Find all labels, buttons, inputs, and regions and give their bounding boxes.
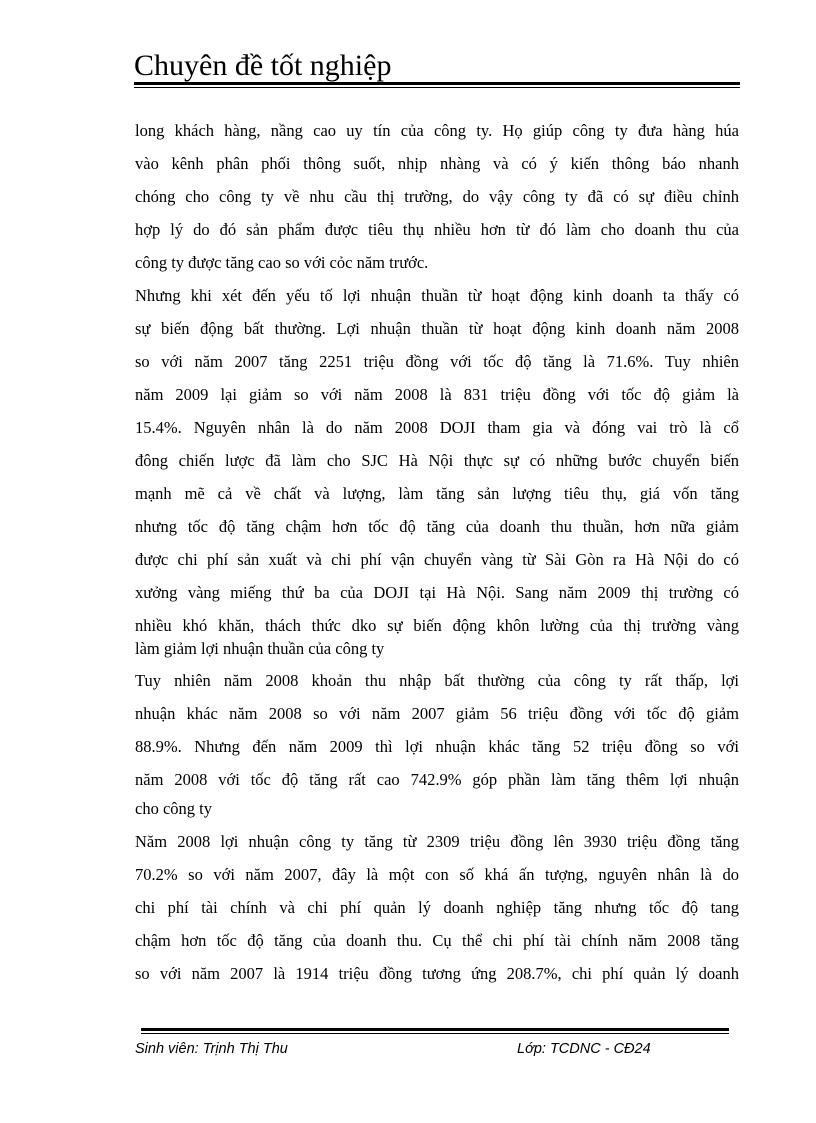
footer-class: Lớp: TCDNC - CĐ24	[517, 1041, 651, 1057]
body-line: Tuy nhiên năm 2008 khoản thu nhập bất thường của công ty rất thấp, lợi	[135, 671, 739, 690]
body-line: chi phí tài chính và chi phí quản lý doanh nghiệp tăng nhưng tốc độ tang	[135, 898, 739, 917]
page-title: Chuyên đề tốt nghiệp	[134, 49, 392, 82]
body-line: xưởng vàng miếng thứ ba của DOJI tại Hà Nội. Sang năm 2009 thị trường có	[135, 583, 739, 602]
body-line: chậm hơn tốc độ tăng của doanh thu. Cụ thể chi phí tài chính năm 2008 tăng	[135, 931, 739, 950]
body-line: 88.9%. Nhưng đến năm 2009 thì lợi nhuận khác tăng 52 triệu đồng so với	[135, 737, 739, 756]
body-line: so với năm 2007 là 1914 triệu đồng tương ứng 208.7%, chi phí quản lý doanh	[135, 964, 739, 983]
header-rule-thin	[134, 87, 740, 88]
body-line: mạnh mẽ cả về chất và lượng, làm tăng sản lượng tiêu thụ, giá vốn tăng	[135, 484, 739, 503]
body-line: làm giảm lợi nhuận thuần của công ty	[135, 639, 385, 658]
body-line: nhuận khác năm 2008 so với năm 2007 giảm 56 triệu đồng với tốc độ giảm	[135, 704, 739, 723]
body-line: long khách hàng, nầng cao uy tín của công ty. Họ giúp công ty đưa hàng húa	[135, 121, 739, 140]
body-line: nhiều khó khăn, thách thức dko sự biến động khôn lường của thị trường vàng	[135, 616, 739, 635]
footer-rule-thick	[141, 1028, 729, 1031]
body-line: cho công ty	[135, 799, 212, 818]
body-line: công ty được tăng cao so với cỏc năm trước.	[135, 253, 429, 272]
body-line: nhưng tốc độ tăng chậm hơn tốc độ tăng của doanh thu thuần, hơn nữa giảm	[135, 517, 739, 536]
body-line: Nhưng khi xét đến yếu tố lợi nhuận thuần từ hoạt động kinh doanh ta thấy có	[135, 286, 739, 305]
body-line: sự biến động bất thường. Lợi nhuận thuần từ hoạt động kinh doanh năm 2008	[135, 319, 739, 338]
body-line: 15.4%. Nguyên nhân là do năm 2008 DOJI tham gia và đóng vai trò là cổ	[135, 418, 739, 437]
body-line: vào kênh phân phối thông suốt, nhịp nhàng và có ý kiến thông báo nhanh	[135, 154, 739, 173]
body-line: năm 2008 với tốc độ tăng rất cao 742.9% góp phần làm tăng thêm lợi nhuận	[135, 770, 739, 789]
header-rule-thick	[134, 82, 740, 85]
body-line: 70.2% so với năm 2007, đây là một con số khá ấn tượng, nguyên nhân là do	[135, 865, 739, 884]
body-line: Năm 2008 lợi nhuận công ty tăng từ 2309 triệu đồng lên 3930 triệu đồng tăng	[135, 832, 739, 851]
footer-student: Sinh viên: Trịnh Thị Thu	[135, 1041, 288, 1057]
body-line: năm 2009 lại giảm so với năm 2008 là 831 triệu đồng với tốc độ giảm là	[135, 385, 739, 404]
body-line: được chi phí sản xuất và chi phí vận chuyển vàng từ Sài Gòn ra Hà Nội do có	[135, 550, 739, 569]
body-line: hợp lý do đó sản phẩm được tiêu thụ nhiều hơn từ đó làm cho doanh thu của	[135, 220, 739, 239]
body-line: so với năm 2007 tăng 2251 triệu đồng với tốc độ tăng là 71.6%. Tuy nhiên	[135, 352, 739, 371]
footer-rule-thin	[141, 1033, 729, 1034]
body-line: đông chiến lược đã làm cho SJC Hà Nội thực sự có những bước chuyển biến	[135, 451, 739, 470]
body-line: chóng cho công ty về nhu cầu thị trường, do vậy công ty đã có sự điều chỉnh	[135, 187, 739, 206]
